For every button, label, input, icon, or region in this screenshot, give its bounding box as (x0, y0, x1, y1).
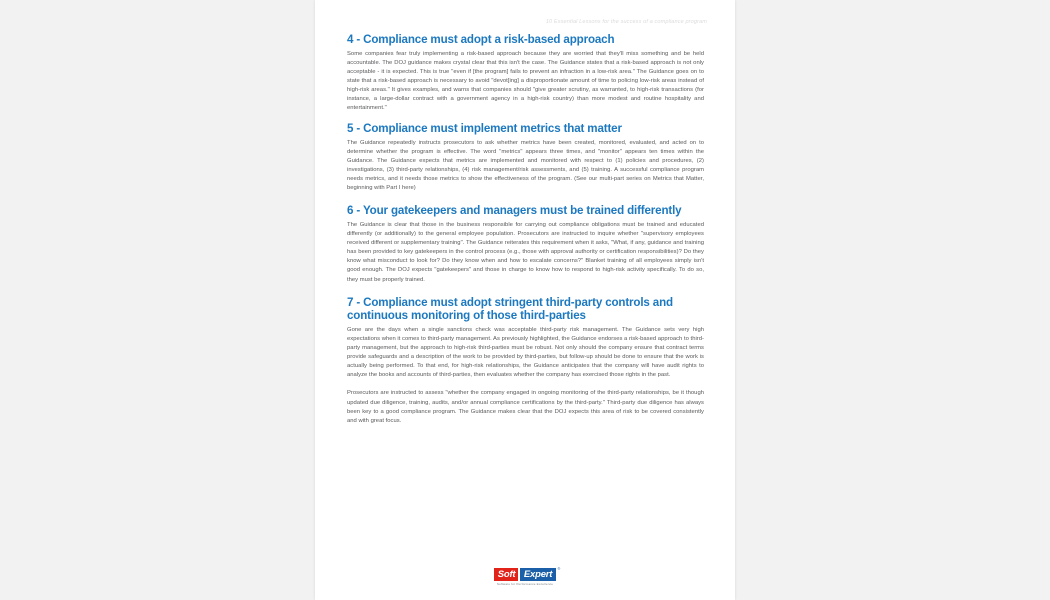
logo-expert-text: Expert (520, 568, 556, 581)
section-heading-5: 5 - Compliance must implement metrics that matter (347, 122, 622, 136)
softexpert-logo (494, 566, 561, 581)
section-7-paragraph-1: Gone are the days when a single sanctions check was acceptable third-party risk management. The Guidance sets very high expectations when it comes to third-party management. As previously highlighted, the Guidance endorses a risk-based approach to third-party management, but the approach to high-risk third-parties must be robust. Not only should the company ensure that contract terms provide safeguards and a description of the work to be provided by third-parties, but follow-up should be done to ensure that the work is actually being performed. To that end, for high-risk relationships, the Guidance anticipates that the company will have audit rights to analyze the books and accounts of third-parties, then evaluates whether the company has exercised those rights in the past. (347, 326, 704, 379)
logo-soft-text: Soft (494, 568, 519, 581)
running-header: 10 Essential Lessons for the success of a compliance program (545, 19, 707, 25)
section-spacer (347, 285, 704, 296)
section-heading-7: 7 - Compliance must adopt stringent third-party controls and continuous monitoring of those third-parties (347, 295, 673, 323)
registered-trademark-icon: ® (557, 566, 561, 571)
section-4-paragraph-1: Some companies fear truly implementing a risk-based approach because they are worried that they'll miss something and be held accountable. The DOJ guidance makes crystal clear that this isn't the case. The Guidance states that a risk-based approach is not only acceptable - it is expected. This is true "even if [the program] fails to prevent an infraction in a low-risk area." The Guidance goes on to state that a risk-based approach is necessary to avoid "devot[ing] a disproportionate amount of time to policing low-risk areas instead of high-risk areas." It gives examples, and warns that companies should "give greater scrutiny, as warranted, to high-risk transactions (for instance, a large-dollar contract with a government agency in a high-risk country) than more modest and routine hospitality and entertainment." (347, 50, 704, 112)
document-page (315, 0, 735, 600)
section-heading-4: 4 - Compliance must adopt a risk-based approach (347, 33, 615, 46)
footer-logo (315, 568, 735, 587)
section-7-paragraph-2: Prosecutors are instructed to assess "whether the company engaged in ongoing monitoring of the third-party relationships, be it though updated due diligence, training, audits, and/or annual compliance certifications by the third-party." Third-party due diligence has always been key to a good compliance program. The Guidance makes clear that the DOJ expects this area of risk to be covered consistently and with great focus. (347, 390, 704, 424)
section-spacer (347, 113, 704, 122)
section-5-paragraph-1: The Guidance repeatedly instructs prosecutors to ask whether metrics have been created, monitored, evaluated, and acted on to determine whether the program is effective. The word "metrics" appears three times, and "monitor" appears ten times within the Guidance. The Guidance expects that metrics are implemented and monitored with respect to (1) policies and procedures, (2) investigations, (3) third-party relationships, (4) risk management/risk assessments, and (5) training. A successful compliance program needs metrics, and it needs those metrics to show the effectiveness of the program. (See our multi-part series on Metrics that Matter, beginning with Part I here) (347, 139, 704, 192)
logo-tagline: Software for Performance Excellence (496, 582, 554, 586)
section-spacer (347, 193, 704, 204)
section-heading-6: 6 - Your gatekeepers and managers must be trained differently (347, 204, 682, 218)
section-6-paragraph-1: The Guidance is clear that those in the business responsible for carrying out compliance obligations must be trained and educated differently (or additionally) to the general employee population. Prosecutors are instructed to inquire whether "supervisory employees received different or supplementary training". The Guidance reiterates this requirement when it asks, "What, if any, guidance and training has been provided to key gatekeepers in the control process (e.g., those with approval authority or certification responsibilities)? Do they know what misconduct to look for? Do they know when and how to escalate concerns?" Blanket training of all employees simply isn't good enough. The DOJ expects "gatekeepers" and those in charge to know how to respond to high-risk activity specifically. To do so, they must be properly trained. (347, 222, 704, 283)
page-content (347, 33, 704, 426)
